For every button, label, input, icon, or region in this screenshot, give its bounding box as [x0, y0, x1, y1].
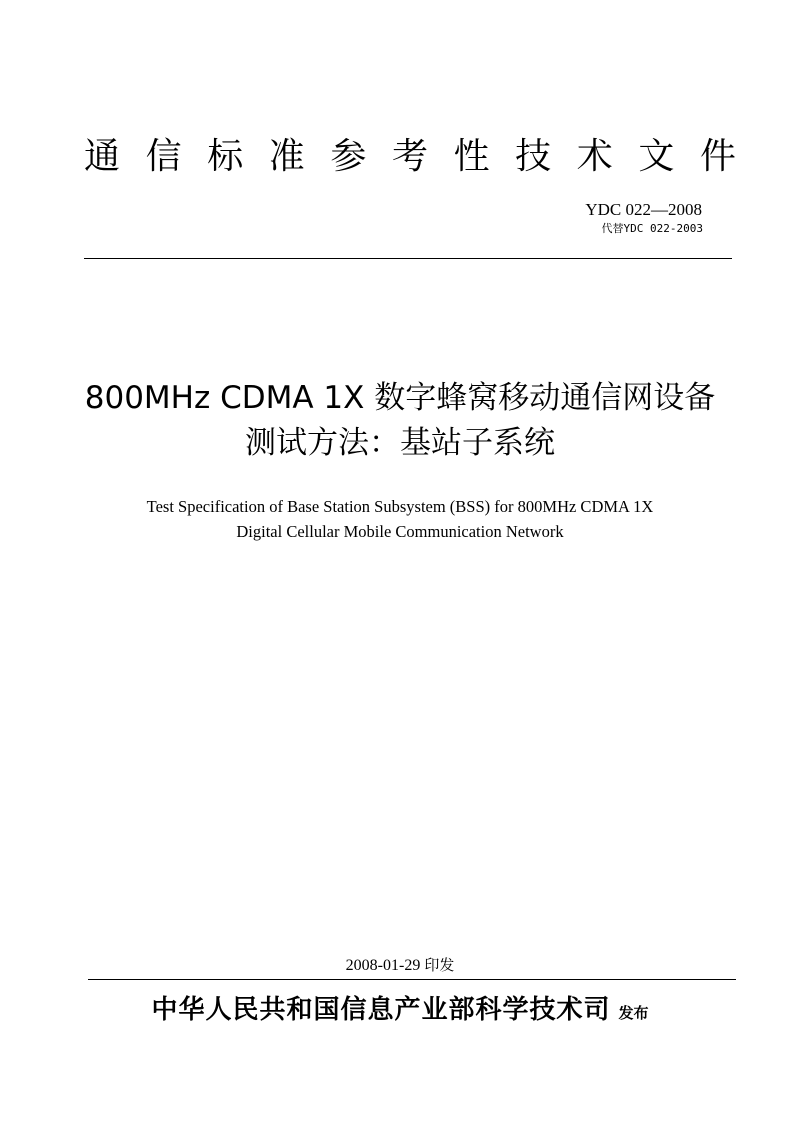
doc-type-char: 术 — [576, 136, 613, 177]
doc-type-char: 件 — [699, 136, 736, 177]
doc-type-char: 信 — [145, 136, 182, 177]
doc-type-char: 参 — [330, 136, 367, 177]
doc-type-char: 标 — [207, 136, 244, 177]
chinese-title-line-2: 测试方法：基站子系统 — [245, 425, 555, 461]
issue-date: 2008-01-29 — [345, 957, 421, 974]
english-title-line-1: Test Specification of Base Station Subsystem (BSS) for 800MHz CDMA 1X — [146, 497, 654, 516]
publisher-line — [40, 990, 760, 1033]
header-divider — [84, 258, 732, 259]
chinese-title-line-1: 800MHz CDMA 1X 数字蜂窝移动通信网设备 — [84, 380, 716, 416]
doc-type-char: 性 — [453, 136, 490, 177]
doc-type-char: 文 — [638, 136, 675, 177]
document-type-heading — [84, 132, 736, 182]
doc-type-char: 准 — [268, 136, 305, 177]
published-word: 发布 — [618, 1004, 649, 1022]
standard-number: YDC 022—2008 — [585, 200, 702, 219]
doc-type-char: 通 — [84, 136, 121, 177]
replaces-standard: 代替YDC 022-2003 — [601, 222, 703, 235]
doc-type-char: 技 — [515, 136, 552, 177]
doc-type-char: 考 — [391, 136, 428, 177]
footer-divider — [88, 979, 736, 980]
issue-line — [40, 955, 760, 976]
issue-word: 印发 — [424, 956, 455, 974]
publisher-name: 中华人民共和国信息产业部科学技术司 — [151, 995, 611, 1025]
english-title-line-2: Digital Cellular Mobile Communication Network — [236, 522, 564, 541]
